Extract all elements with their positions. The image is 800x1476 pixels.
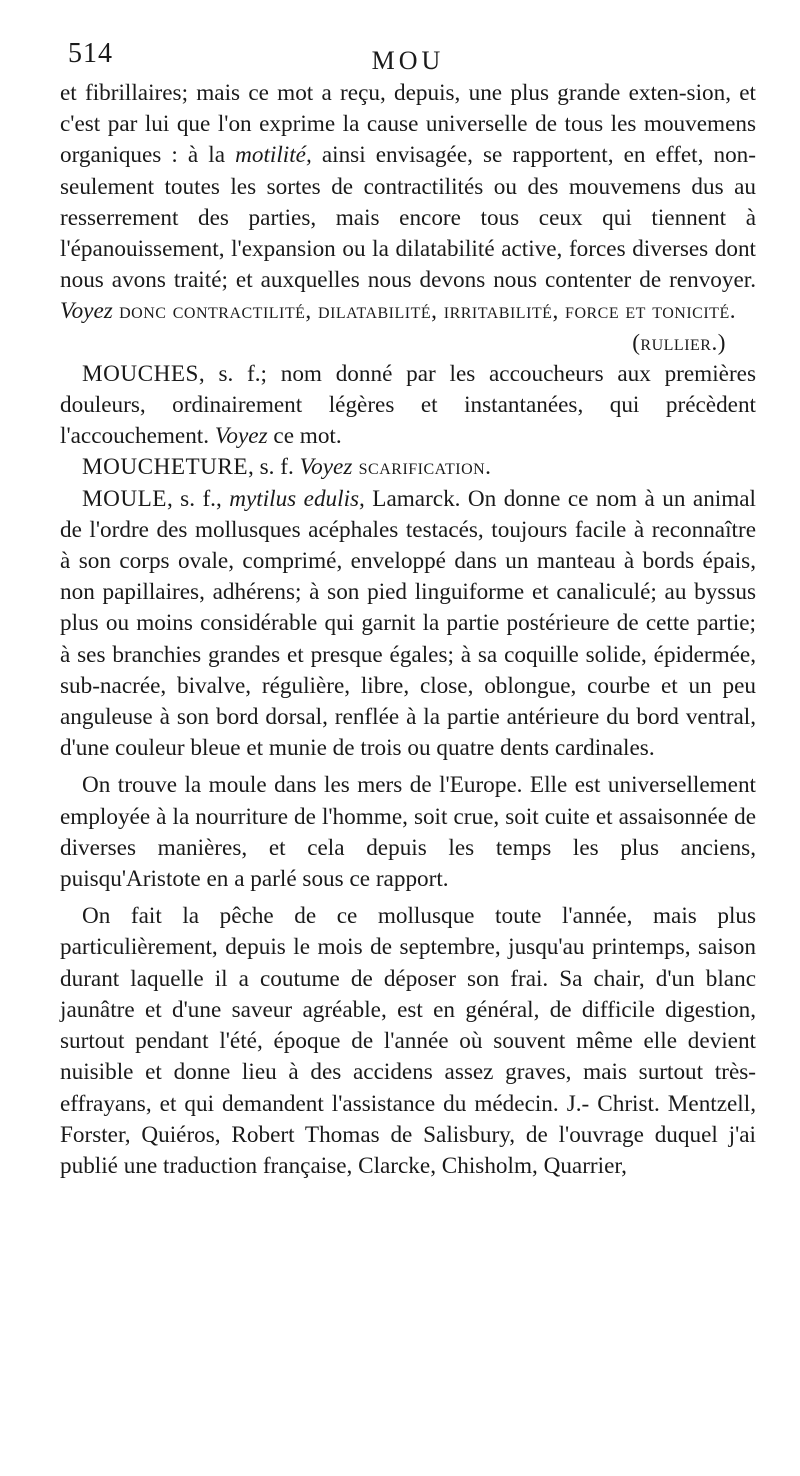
author-signature: (rullier.) (632, 329, 726, 356)
page-number: 514 (68, 38, 113, 69)
paragraph: On trouve la moule dans les mers de l'Europe. Elle est universellement employée à la nourriture de l'homme, soit crue, soit cuite et assaisonnée de diverses manières, et cela depuis les temps les plus anciens, puisqu'Aristote en a parlé sous ce rapport. (60, 772, 756, 893)
entry-continuation: et fibrillaires; mais ce mot a reçu, depuis, une plus grande exten-sion, et c'est par lui que l'on exprime la cause universelle de tous les mouvemens organiques : à la motilité, ainsi envisagée, se rapportent, en effet, non-seulement toutes les sortes de contractilités ou des mouvemens dus au resserrement des parties, mais encore tous ceux qui tiennent à l'épanouissement, l'expansion ou la dilatabilité active, forces diverses dont nous avons traité; et auxquelles nous devons nous contenter de renvoyer. Voyez donc contractilité, dilatabilité, irritabilité, force et tonicité. (60, 80, 756, 325)
paragraph: On fait la pêche de ce mollusque toute l'année, mais plus particulièrement, depuis le mois de septembre, jusqu'au printemps, saison durant laquelle il a coutume de déposer son frai. Sa chair, d'un blanc jaunâtre et d'une saveur agréable, est en général, de difficile digestion, surtout pendant l'été, époque de l'année où souvent même elle devient nuisible et donne lieu à des accidens assez graves, mais surtout très-effrayans, et qui demandent l'assistance du médecin. J.- Christ. Mentzell, Forster, Quiéros, Robert Thomas de Salisbury, de l'ouvrage duquel j'ai publié une traduction française, Clarcke, Chisholm, Quarrier, (60, 903, 756, 1179)
page-header (60, 30, 756, 78)
entry-moucheture: MOUCHETURE, s. f. Voyez scarification. (82, 454, 492, 481)
entry-mouches: MOUCHES, s. f.; nom donné par les accoucheurs aux premières douleurs, ordinairement légères et instantanées, qui précèdent l'accouchement. Voyez ce mot. (60, 360, 756, 450)
running-head: MOU (371, 46, 445, 75)
entry-moule: MOULE, s. f., mytilus edulis, Lamarck. On donne ce nom à un animal de l'ordre des mollusques acéphales testacés, toujours facile à reconnaître à son corps ovale, comprimé, enveloppé dans un manteau à bords épais, non papillaires, adhérens; à son pied linguiforme et canaliculé; au byssus plus ou moins considérable qui garnit la partie postérieure de cette partie; à ses branchies grandes et presque égales; à sa coquille solide, épidermée, sub-nacrée, bivalve, régulière, libre, close, oblongue, courbe et un peu anguleuse à son bord dorsal, renflée à la partie antérieure du bord ventral, d'une couleur bleue et munie de trois ou quatre dents cardinales. (60, 485, 757, 762)
headword: MOUCHES (82, 360, 199, 387)
headword: MOULE (82, 485, 167, 512)
article-body (60, 78, 756, 1182)
headword: MOUCHETURE (82, 454, 249, 481)
